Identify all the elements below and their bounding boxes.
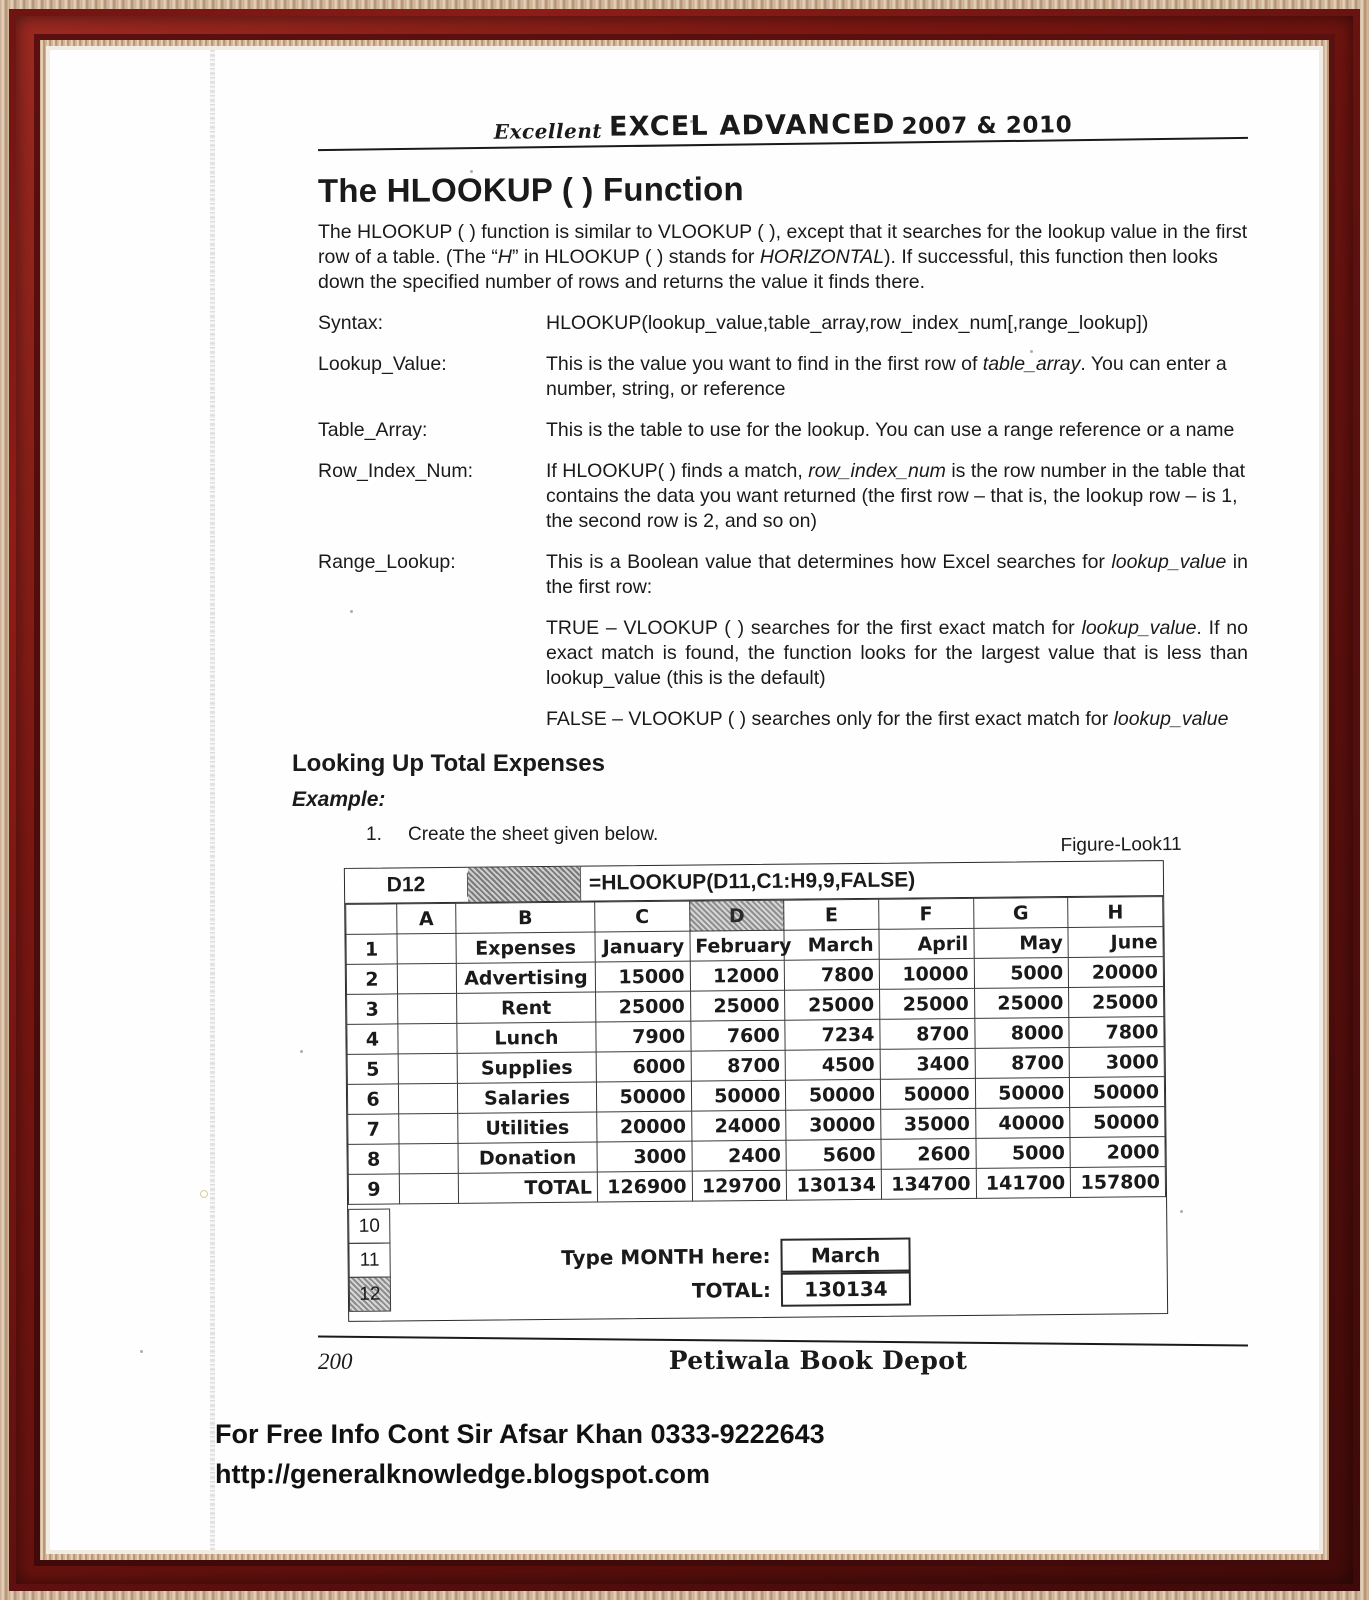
contact-overlay xyxy=(215,1414,825,1494)
cell-g8[interactable]: 5000 xyxy=(976,1137,1071,1168)
cell-c6[interactable]: 50000 xyxy=(596,1081,691,1112)
cell-f1[interactable]: April xyxy=(879,928,974,959)
document-body xyxy=(50,50,1319,1550)
cell-d6[interactable]: 50000 xyxy=(691,1080,786,1111)
definition-desc: This is the value you want to find in the first row of table_array. You can enter a number, string, or reference xyxy=(546,353,1227,400)
column-header-f[interactable]: F xyxy=(879,898,974,929)
formula-input[interactable]: =HLOOKUP(D11,C1:H9,9,FALSE) xyxy=(588,868,916,895)
cell-a4[interactable] xyxy=(398,1023,457,1054)
header-script-word: Excellent xyxy=(493,118,603,144)
cell-b2[interactable]: Advertising xyxy=(456,962,595,993)
cell-f6[interactable]: 50000 xyxy=(880,1078,975,1109)
cell-e3[interactable]: 25000 xyxy=(785,989,880,1020)
cell-h6[interactable]: 50000 xyxy=(1070,1077,1165,1108)
intro-paragraph: The HLOOKUP ( ) function is similar to VLOOKUP ( ), except that it searches for the lookup value in the first row of a table. (The “H” in HLOOKUP ( ) stands for HORIZONTAL). If successful, this function then looks down the specified number of rows and returns the value it finds there. xyxy=(318,221,1248,293)
row-12 xyxy=(349,1269,1167,1311)
cell-f9[interactable]: 134700 xyxy=(881,1168,976,1199)
step-number: 1. xyxy=(366,824,382,845)
note-true-text: TRUE – VLOOKUP ( ) searches for the first exact match for lookup_value. If no exact match is found, the function looks for the largest value that is less than lookup_value (this is the default) xyxy=(546,617,1248,689)
cell-d4[interactable]: 7600 xyxy=(690,1020,785,1051)
cell-b7[interactable]: Utilities xyxy=(458,1112,597,1143)
cell-c7[interactable]: 20000 xyxy=(597,1111,692,1142)
cell-a2[interactable] xyxy=(397,963,456,994)
row-header[interactable]: 5 xyxy=(347,1054,398,1084)
row-header[interactable]: 6 xyxy=(347,1084,398,1114)
cell-g1[interactable]: May xyxy=(974,927,1069,958)
cell-a9[interactable] xyxy=(399,1173,458,1204)
cell-g5[interactable]: 8700 xyxy=(975,1047,1070,1078)
overlay-line-url: http://generalknowledge.blogspot.com xyxy=(215,1459,711,1489)
worksheet-grid xyxy=(345,896,1166,1205)
cell-d1[interactable]: February xyxy=(690,930,785,961)
row-header[interactable]: 8 xyxy=(348,1144,399,1174)
cell-f8[interactable]: 2600 xyxy=(881,1138,976,1169)
running-header xyxy=(318,110,1248,154)
total-result-cell[interactable]: 130134 xyxy=(781,1272,911,1307)
row-header-selected[interactable]: 12 xyxy=(349,1276,391,1311)
header-tail: 2007 & 2010 xyxy=(901,112,1073,140)
cell-h3[interactable]: 25000 xyxy=(1069,987,1164,1018)
column-header-d[interactable]: D xyxy=(689,900,784,931)
overlay-line-contact: For Free Info Cont Sir Afsar Khan 0333-9222643 xyxy=(215,1419,825,1449)
definition-term: Row_Index_Num: xyxy=(318,460,473,482)
cell-c8[interactable]: 3000 xyxy=(597,1141,692,1172)
row-header[interactable]: 9 xyxy=(348,1174,399,1204)
cell-b9[interactable]: TOTAL xyxy=(458,1172,597,1203)
cell-a1[interactable] xyxy=(397,933,456,964)
cell-f4[interactable]: 8700 xyxy=(880,1018,975,1049)
cell-d3[interactable]: 25000 xyxy=(690,990,785,1021)
example-label: Example: xyxy=(292,788,386,811)
cell-h2[interactable]: 20000 xyxy=(1069,957,1164,988)
cell-b1[interactable]: Expenses xyxy=(456,932,595,963)
cell-h1[interactable]: June xyxy=(1068,927,1163,958)
cell-g4[interactable]: 8000 xyxy=(974,1017,1069,1048)
cell-h7[interactable]: 50000 xyxy=(1070,1107,1165,1138)
definition-term: Range_Lookup: xyxy=(318,551,456,573)
definition-term: Lookup_Value: xyxy=(318,353,447,375)
cell-b4[interactable]: Lunch xyxy=(457,1022,596,1053)
definition-lookup-value xyxy=(318,352,1248,402)
cell-d2[interactable]: 12000 xyxy=(690,960,785,991)
cell-d8[interactable]: 2400 xyxy=(692,1140,787,1171)
definition-desc: This is the table to use for the lookup. You can use a range reference or a name xyxy=(546,419,1235,441)
cell-e8[interactable]: 5600 xyxy=(786,1139,881,1170)
cell-b6[interactable]: Salaries xyxy=(457,1082,596,1113)
cell-f5[interactable]: 3400 xyxy=(880,1048,975,1079)
cell-a8[interactable] xyxy=(399,1143,458,1174)
row-header[interactable]: 7 xyxy=(348,1114,399,1144)
row-header[interactable]: 11 xyxy=(348,1242,390,1277)
row-header[interactable]: 4 xyxy=(347,1024,398,1054)
cell-d7[interactable]: 24000 xyxy=(691,1110,786,1141)
cell-a6[interactable] xyxy=(398,1083,457,1114)
definition-syntax xyxy=(318,311,1248,336)
cell-e6[interactable]: 50000 xyxy=(786,1079,881,1110)
column-header-a[interactable]: A xyxy=(397,903,456,934)
section-heading: Looking Up Total Expenses xyxy=(292,750,605,777)
cell-c9[interactable]: 126900 xyxy=(597,1171,692,1202)
cell-a7[interactable] xyxy=(399,1113,458,1144)
cell-e7[interactable]: 30000 xyxy=(786,1109,881,1140)
cell-d5[interactable]: 8700 xyxy=(691,1050,786,1081)
note-true xyxy=(318,616,1248,691)
page-footer xyxy=(318,1346,1248,1375)
excel-window xyxy=(344,860,1168,1322)
cell-g2[interactable]: 5000 xyxy=(974,957,1069,988)
cell-e1[interactable]: March xyxy=(784,929,879,960)
cell-b5[interactable]: Supplies xyxy=(457,1052,596,1083)
definition-table-array xyxy=(318,418,1248,443)
definition-desc: HLOOKUP(lookup_value,table_array,row_index_num[,range_lookup]) xyxy=(546,312,1149,334)
cell-c4[interactable]: 7900 xyxy=(596,1021,691,1052)
header-bold-word: EXCEL ADVANCED xyxy=(608,108,896,143)
cell-e2[interactable]: 7800 xyxy=(785,959,880,990)
row-header[interactable]: 1 xyxy=(346,934,397,964)
column-header-c[interactable]: C xyxy=(595,901,690,932)
cell-f3[interactable]: 25000 xyxy=(879,988,974,1019)
step-text: Create the sheet given below. xyxy=(408,824,659,845)
month-input-cell[interactable]: March xyxy=(780,1238,910,1273)
cell-g6[interactable]: 50000 xyxy=(975,1077,1070,1108)
row-header[interactable]: 3 xyxy=(347,994,398,1024)
fx-icon[interactable] xyxy=(468,867,581,902)
cell-c2[interactable]: 15000 xyxy=(595,961,690,992)
total-prompt-label: TOTAL: xyxy=(691,1277,772,1303)
footer-rule xyxy=(318,1336,1248,1347)
cell-g7[interactable]: 40000 xyxy=(975,1107,1070,1138)
cell-a3[interactable] xyxy=(398,993,457,1024)
definition-desc: This is a Boolean value that determines how Excel searches for lookup_value in the first row: xyxy=(546,551,1248,598)
cell-d9[interactable]: 129700 xyxy=(692,1170,787,1201)
scanned-page xyxy=(50,50,1319,1550)
cell-f2[interactable]: 10000 xyxy=(879,958,974,989)
cell-a5[interactable] xyxy=(398,1053,457,1084)
lookup-area xyxy=(348,1197,1167,1321)
figure-caption: Figure-Look11 xyxy=(1060,833,1182,857)
row-header[interactable]: 10 xyxy=(348,1208,390,1243)
cell-c3[interactable]: 25000 xyxy=(596,991,691,1022)
cell-h4[interactable]: 7800 xyxy=(1069,1017,1164,1048)
note-false-text: FALSE – VLOOKUP ( ) searches only for the first exact match for lookup_value xyxy=(546,708,1229,730)
cell-b8[interactable]: Donation xyxy=(458,1142,597,1173)
cell-e9[interactable]: 130134 xyxy=(787,1169,882,1200)
select-all-corner[interactable] xyxy=(346,904,397,934)
name-box[interactable]: D12 xyxy=(345,873,468,898)
column-header-g[interactable]: G xyxy=(973,897,1068,928)
cell-h9[interactable]: 157800 xyxy=(1071,1167,1166,1198)
page-title: The HLOOKUP ( ) Function xyxy=(317,170,744,210)
cell-e5[interactable]: 4500 xyxy=(785,1049,880,1080)
cell-g9[interactable]: 141700 xyxy=(976,1167,1071,1198)
definition-term: Syntax: xyxy=(318,312,384,334)
cell-h8[interactable]: 2000 xyxy=(1070,1137,1165,1168)
cell-h5[interactable]: 3000 xyxy=(1069,1047,1164,1078)
publisher-name: Petiwala Book Depot xyxy=(668,1346,968,1375)
definition-term: Table_Array: xyxy=(318,419,428,441)
month-prompt-label: Type MONTH here: xyxy=(561,1243,771,1270)
column-header-e[interactable]: E xyxy=(784,899,879,930)
cell-e4[interactable]: 7234 xyxy=(785,1019,880,1050)
column-header-b[interactable]: B xyxy=(456,902,595,933)
cell-b3[interactable]: Rent xyxy=(457,992,596,1023)
column-header-h[interactable]: H xyxy=(1068,897,1163,928)
row-header[interactable]: 2 xyxy=(346,964,397,994)
cell-f7[interactable]: 35000 xyxy=(881,1108,976,1139)
cell-c1[interactable]: January xyxy=(595,931,690,962)
definition-desc: If HLOOKUP( ) finds a match, row_index_num is the row number in the table that contains the data you want returned (the first row – that is, the lookup row – is 1, the second row is 2, and so on) xyxy=(546,460,1246,532)
cell-g3[interactable]: 25000 xyxy=(974,987,1069,1018)
definition-row-index-num xyxy=(318,459,1248,534)
page-number: 200 xyxy=(318,1349,353,1374)
definition-range-lookup xyxy=(318,550,1248,600)
cell-c5[interactable]: 6000 xyxy=(596,1051,691,1082)
note-false xyxy=(318,707,1248,732)
